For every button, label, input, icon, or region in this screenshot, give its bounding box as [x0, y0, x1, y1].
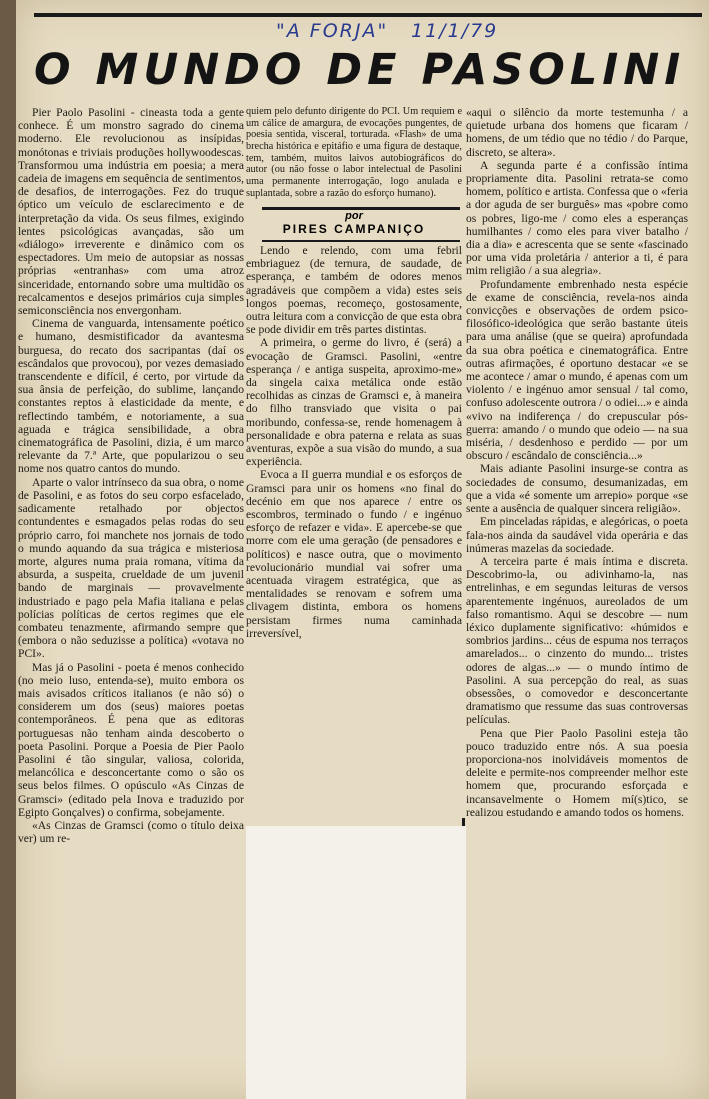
paragraph: Pena que Pier Paolo Pasolini esteja tão pouco traduzido entre nós. A sua poesia proporciona-nos inolvidáveis momentos de deleite e permite-nos compreender melhor este homem que, procurando esforçada e incansavelmente o Homem mí(s)tico, se realizou estudando e amando todos os homens. [466, 726, 688, 819]
column-3 [466, 106, 688, 819]
paragraph: quiem pelo defunto dirigente do PCI. Um requiem e um cálice de amargura, de evocações pungentes, de poesia sentida, visceral, torturada. «Flash» de uma brecha histórica e epitáfio e uma figura de destaque, tem, também, muitos laivos autobiográficos do autor (ou não fosse o labor intelectual de Pasolini uma permanente interrogação, logo anulada e suplantada, sobre a razão do esforço humano). [246, 106, 462, 199]
paragraph: Evoca a II guerra mundial e os esforços de Gramsci para unir os homens «no final do decénio em que nos aparece / entre os escombros, terminado o fundo / e ingénuo esforço de refazer e vida». E apercebe-se que morre com ele uma geração (de pensadores e políticos) e nasce outra, que o movimento revolucionário mundial vai sofrer uma acentuada viragem estratégica, que as mentalidades se renovam e sofrem uma clivagem distinta, embora os homens persistam firmes numa caminhada irreversível, [246, 468, 462, 640]
paragraph: Lendo e relendo, com uma febril embriaguez (de ternura, de saudade, de esperança, e também de odores menos agradáveis que compõem a vida) estes seis longos poemas, recomeço, gostosamente, outra leitura com a convicção de que esta obra se pode dividir em três partes distintas. [246, 244, 462, 337]
handwritten-source: "A FORJA" [276, 20, 389, 42]
paragraph: A terceira parte é mais íntima e discreta. Descobrimo-la, ou adivinhamo-la, nas entrelinhas, e em segundas leituras de versos aparentemente ingénuos, aureolados de um falso romantismo. Aqui se descobre — num léxico duplamente significativo: «húmidos e sombrios jardins... céus de espuma nos terraços amarelados... o cinzento do mundo... tristes odores de algas...» — o mundo íntimo de Pasolini. A sua percepção do real, as suas obsessões, o comovedor e desconcertante dramatismo que ressume das suas controversas películas. [466, 554, 688, 727]
headline: O MUNDO DE PASOLINI [34, 45, 686, 95]
byline [246, 210, 462, 236]
paragraph: A segunda parte é a confissão íntima propriamente dita. Pasolini retrata-se como homem, político e artista. Confessa que o «feria a dor aguda de ser burguês» mas «pobre como os pobres, ligo-me / como eles a esperanças humilhantes / como eles para viver batalho / dia a dia» e acrescenta que se sente «fascinado por uma vida proletária / anterior a ti, é para mim religião / a sua alegria». [466, 158, 688, 278]
paragraph: Aparte o valor intrínseco da sua obra, o nome de Pasolini, e as fotos do seu corpo esfacelado, sadicamente retalhado por objectos contundentes e esmagados pelas rodas do seu próprio carro, foi manchete nos jornais de todo o mundo aquando da sua trágica e misteriosa morte, algures numa praia romana, vítima da absurda, a suspeita, crueldade de um juvenil bando de marginais — provavelmente industriado e pago pela Mafia italiana e pelas polícias políticas de certos regimes que ele combateu tenazmente, afirmando sempre que (embora o não seduzisse a política) «votava no PCI». [18, 475, 244, 661]
paragraph: Pier Paolo Pasolini - cineasta toda a gente conhece. É um monstro sagrado do cinema moderno. Ele revolucionou as insípidas, monótonas e triviais produções hollywoodescas. Transformou uma indústria em poesia; a mera cadeia de imagens em sequência de sentimentos, de desafios, de interrogações. Fez do truque óptico um veículo de esclarecimento e de interpretação da vida. Os seus filmes, exigindo lentes psicológicas avançadas, são um «diálogo» irreverente e dinâmico com os espectadores. Um meio de autopsiar as nossas próprias «entranhas» com uma atroz sinceridade, entornando sobre uma multidão os recalcamentos e desejos primários cuja simples semiconsciência nos envergonham. [18, 106, 244, 318]
paragraph: Mas já o Pasolini - poeta é menos conhecido (no meio luso, entenda-se), muito embora os mais avisados críticos italianos (e não só) o considerem um dos (seus) maiores poetas contemporâneos. É pena que as editoras portuguesas não tenham ainda descoberto o poeta Pasolini. Porque a Poesia de Pier Paolo Pasolini é tão singular, valiosa, colorida, melancólica e desconcertante como o são os seus belos filmes. O opúsculo «As Cinzas de Gramsci» (editado pela Inova e traduzido por Egipto Gonçalves) o confirma, sobejamente. [18, 660, 244, 819]
author-name: PIRES CAMPANIÇO [282, 222, 426, 236]
byline-rule-bottom [262, 240, 460, 242]
top-rule [34, 13, 702, 17]
column-2-top [246, 106, 462, 199]
paragraph: Mais adiante Pasolini insurge-se contra as sociedades de consumo, desumanizadas, em que a vida «é somente um arrepio» porque «se sente a ausência de qualquer sincera religião». [466, 462, 688, 516]
column-2 [246, 244, 462, 640]
paragraph: A primeira, o germe do livro, é (será) a evocação de Gramsci. Pasolini, «entre esperança / e antiga suspeita, aproximo-me» da singela caixa metálica onde estão recolhidas as cinzas de Gramsci e, à maneira do filho transviado que visita o pai moribundo, confessa-se, rende homenagem à personalidade e obra paterna e relata as suas aventuras, expõe a sua visão do mundo, a sua experiência. [246, 336, 462, 469]
paragraph: «aqui o silêncio da morte testemunha / a quietude urbana dos homens que ficaram / homens, de um tédio que no tédio / do Parque, discreto, se altera». [466, 106, 688, 159]
blank-cutout-area [246, 826, 466, 1099]
paragraph: Em pinceladas rápidas, e alegóricas, o poeta fala-nos ainda da saudável vida operária e das inúmeras mazelas da sociedade. [466, 515, 688, 555]
paragraph: Cinema de vanguarda, intensamente poético e humano, desmistificador da avantesma burguesa, do recato dos sacripantas (daí os escândalos que provocou), por vezes demasiado transcendente e difícil, é certo, por virtude da sua ânsia de perfeição, do sublime, lançando constantes reptos à elasticidade da mente, e reflectindo também, e notoriamente, a sua aguada e trágica sensibilidade, a obra cinematográfica de Pasolini, dizia, é um marco relevante da 7.ª Arte, que popularizou o seu nome nos quatro cantos do mundo. [18, 317, 244, 476]
column-1 [18, 106, 244, 845]
handwritten-date: 11/1/79 [411, 20, 499, 42]
paragraph: Profundamente embrenhado nesta espécie de exame de consciência, revela-nos ainda convicções e observações de ordem psico-filosófico-ideológica que serão bastante úteis para uma análise (que se queira) aprofundada da sua obra poética e cinematográfica. Entre outras afirmações, é oportuno destacar «e se me acontece / amar o mundo, é apenas com um violento / e ingénuo amor sensual / tal como, confuso adolescente outrora / o odiei...» e ainda «vivo na indiferença / do crepuscular pós-guerra: amando / o mundo que odeio — na sua miséria, / desdenhoso e perdido — por um obscuro / escândalo de consciência...» [466, 277, 688, 463]
paragraph: «As Cinzas de Gramsci (como o título deixa ver) um re- [18, 818, 244, 846]
byline-prefix: por [345, 210, 363, 222]
